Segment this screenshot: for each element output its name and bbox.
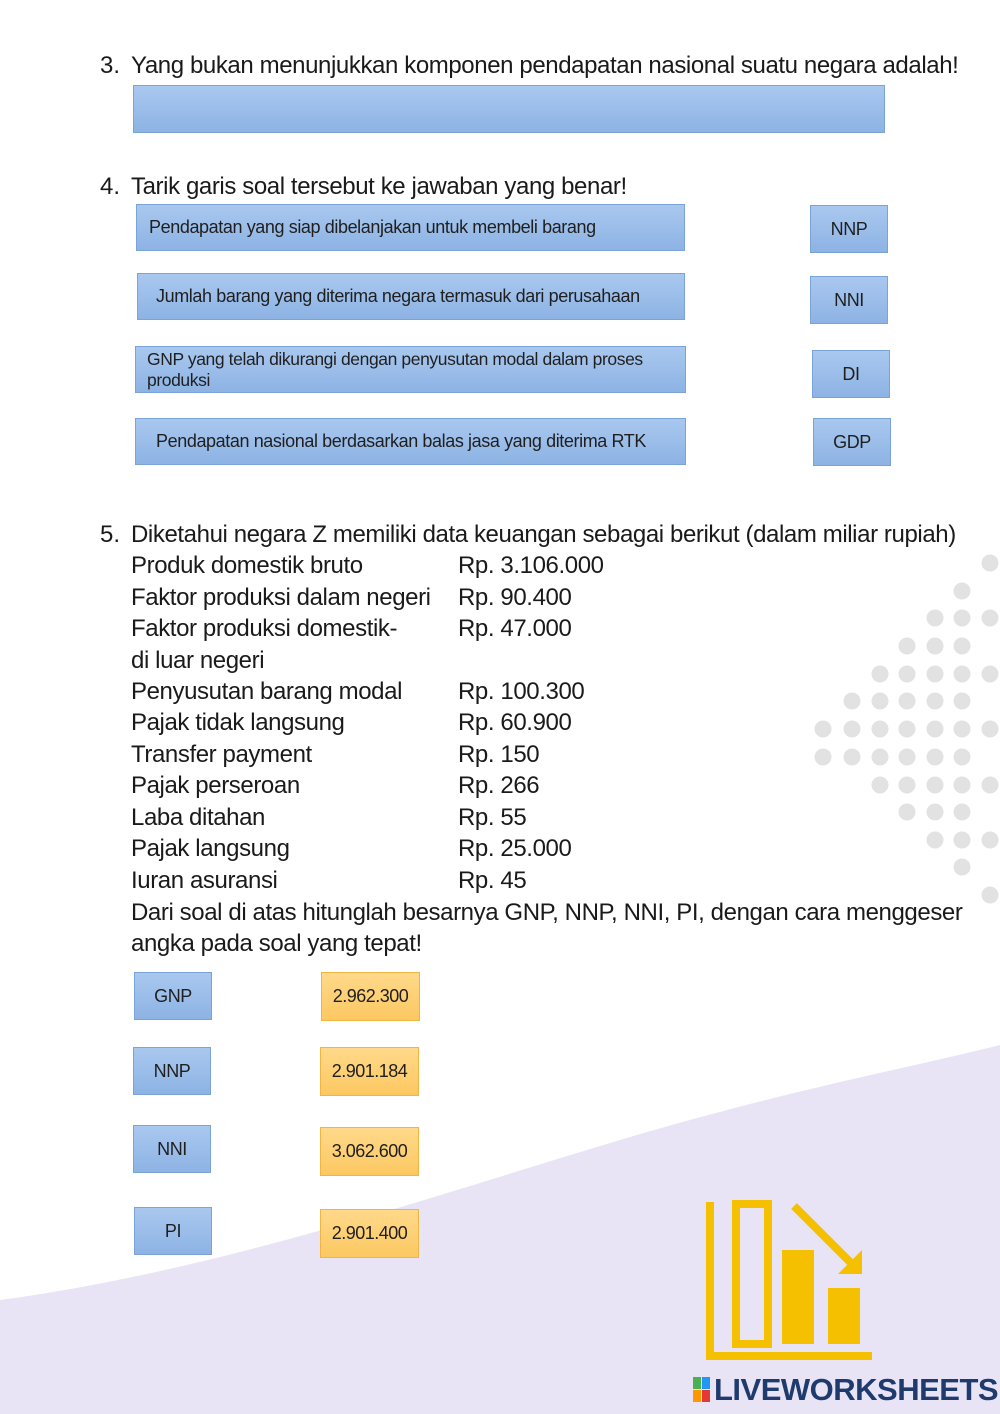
q4-answer-nnp[interactable]: NNP <box>810 205 888 253</box>
decorative-dot <box>927 777 944 794</box>
decorative-dot <box>927 638 944 655</box>
q5-row-value: Rp. 90.400 <box>458 584 572 611</box>
q4-answer-di[interactable]: DI <box>812 350 890 398</box>
q4-number: 4. <box>100 173 121 200</box>
q4-statement-1[interactable]: Pendapatan yang siap dibelanjakan untuk membeli barang <box>136 204 685 251</box>
decorative-dot <box>872 666 889 683</box>
q5-intro: Diketahui negara Z memiliki data keuangan sebagai berikut (dalam miliar rupiah) <box>131 521 956 548</box>
q4-statement-2[interactable]: Jumlah barang yang diterima negara termasuk dari perusahaan <box>137 273 685 320</box>
decorative-dot <box>927 666 944 683</box>
decorative-dot <box>982 887 999 904</box>
decorative-dot <box>954 583 971 600</box>
q5-target-gnp[interactable]: GNP <box>134 972 212 1020</box>
q5-target-pi[interactable]: PI <box>134 1207 212 1255</box>
decorative-dot <box>872 693 889 710</box>
decorative-dot <box>899 804 916 821</box>
decorative-dot <box>899 638 916 655</box>
q5-instruction-line-2: angka pada soal yang tepat! <box>131 930 422 957</box>
decorative-dot <box>844 693 861 710</box>
decorative-dot <box>927 804 944 821</box>
decorative-dot <box>872 777 889 794</box>
q5-row-value: Rp. 266 <box>458 772 540 799</box>
q5-row-label: Pajak tidak langsung <box>131 709 345 736</box>
decorative-dot <box>815 749 832 766</box>
q5-row-value: Rp. 3.106.000 <box>458 552 604 579</box>
q5-row-label: Produk domestik bruto <box>131 552 363 579</box>
q5-row-value: Rp. 55 <box>458 804 527 831</box>
q5-row-label: di luar negeri <box>131 647 265 674</box>
q5-row-label: Penyusutan barang modal <box>131 678 402 705</box>
decorative-dot <box>954 859 971 876</box>
q5-row-value: Rp. 45 <box>458 867 527 894</box>
decorative-dot <box>899 666 916 683</box>
q5-draggable-value[interactable]: 2.901.400 <box>320 1209 419 1258</box>
q5-row-value: Rp. 150 <box>458 741 540 768</box>
decorative-dot <box>927 693 944 710</box>
decorative-dot <box>982 555 999 572</box>
q3-number: 3. <box>100 52 121 79</box>
q4-answer-nni[interactable]: NNI <box>810 276 888 324</box>
live-mark-icon <box>693 1377 711 1403</box>
decorative-dot <box>844 749 861 766</box>
decorative-dot <box>954 832 971 849</box>
q5-instruction-line-1: Dari soal di atas hitunglah besarnya GNP, NNP, NNI, PI, dengan cara menggeser <box>131 899 963 926</box>
decorative-dot <box>954 749 971 766</box>
q3-text: Yang bukan menunjukkan komponen pendapatan nasional suatu negara adalah! <box>131 52 959 79</box>
q5-row-value: Rp. 25.000 <box>458 835 572 862</box>
decorative-dot <box>899 777 916 794</box>
decorative-dot <box>872 721 889 738</box>
q5-draggable-value[interactable]: 2.962.300 <box>321 972 420 1021</box>
q4-text: Tarik garis soal tersebut ke jawaban yang benar! <box>131 173 627 200</box>
q5-target-nnp[interactable]: NNP <box>133 1047 211 1095</box>
decorative-dot <box>954 638 971 655</box>
decorative-dot <box>927 749 944 766</box>
q5-row-value: Rp. 100.300 <box>458 678 585 705</box>
decorative-dot <box>982 721 999 738</box>
decorative-dot <box>899 749 916 766</box>
q5-row-label: Pajak langsung <box>131 835 290 862</box>
q5-row-value: Rp. 47.000 <box>458 615 572 642</box>
decorative-dot <box>899 721 916 738</box>
q5-number: 5. <box>100 521 121 548</box>
q5-row-label: Transfer payment <box>131 741 312 768</box>
q4-statement-3[interactable]: GNP yang telah dikurangi dengan penyusutan modal dalam proses produksi <box>135 346 686 393</box>
decorative-dot <box>927 721 944 738</box>
decorative-dot <box>872 749 889 766</box>
decorative-dot <box>982 666 999 683</box>
q5-row-label: Iuran asuransi <box>131 867 278 894</box>
decorative-dot <box>927 610 944 627</box>
bar-chart-declining-icon <box>706 1198 876 1360</box>
decorative-dot <box>954 721 971 738</box>
decorative-dot <box>927 832 944 849</box>
decorative-dot <box>954 693 971 710</box>
decorative-dot <box>954 777 971 794</box>
q5-draggable-value[interactable]: 3.062.600 <box>320 1127 419 1176</box>
decorative-dot <box>982 777 999 794</box>
decorative-dot <box>844 721 861 738</box>
decorative-dot <box>954 610 971 627</box>
q4-answer-gdp[interactable]: GDP <box>813 418 891 466</box>
q5-row-label: Laba ditahan <box>131 804 265 831</box>
decorative-dot <box>982 610 999 627</box>
q5-target-nni[interactable]: NNI <box>133 1125 211 1173</box>
decorative-dot <box>982 832 999 849</box>
q5-row-label: Pajak perseroan <box>131 772 300 799</box>
decorative-dot <box>954 804 971 821</box>
q5-draggable-value[interactable]: 2.901.184 <box>320 1047 419 1096</box>
q3-answer-box[interactable] <box>133 85 885 133</box>
decorative-dot <box>899 693 916 710</box>
decorative-dot <box>815 721 832 738</box>
q5-row-value: Rp. 60.900 <box>458 709 572 736</box>
brand-name: LIVEWORKSHEETS <box>714 1372 999 1407</box>
decorative-dot <box>954 666 971 683</box>
q4-statement-4[interactable]: Pendapatan nasional berdasarkan balas jasa yang diterima RTK <box>135 418 686 465</box>
q5-row-label: Faktor produksi dalam negeri <box>131 584 431 611</box>
q5-row-label: Faktor produksi domestik- <box>131 615 398 642</box>
liveworksheets-brand <box>693 1372 998 1408</box>
